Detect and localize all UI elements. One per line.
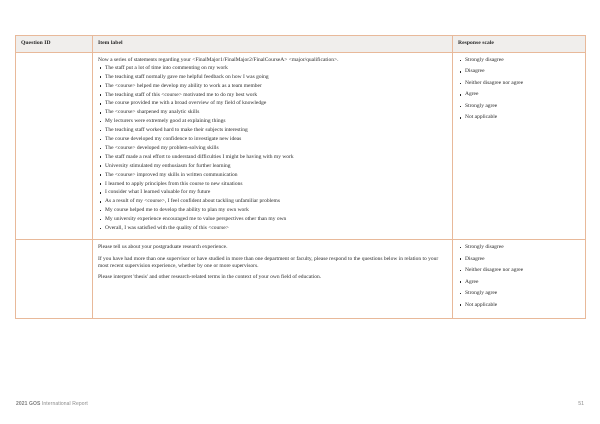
list-item: Not applicable xyxy=(458,302,580,308)
list-item: I learned to apply principles from this course to new situations xyxy=(98,181,447,187)
paragraph: Please interpret 'thesis' and other research-related terms in the context of your own field of education. xyxy=(98,274,322,281)
list-item: I consider what I learned valuable for my future xyxy=(98,189,447,195)
item-statement-list xyxy=(98,65,447,232)
list-item: Strongly agree xyxy=(458,290,580,296)
list-item: Agree xyxy=(458,91,580,97)
list-item: Strongly agree xyxy=(458,103,580,109)
list-item: Strongly disagree xyxy=(458,244,580,250)
list-item: The <course> developed my problem-solving skills xyxy=(98,145,447,151)
list-item: Disagree xyxy=(458,256,580,262)
list-item: Neither disagree nor agree xyxy=(458,267,580,273)
cell-response-scale xyxy=(453,52,586,239)
list-item: The course provided me with a broad overview of my field of knowledge xyxy=(98,100,447,106)
column-header-question-id: Question ID xyxy=(16,36,93,53)
cell-response-scale xyxy=(453,240,586,319)
response-scale-list xyxy=(458,57,580,121)
list-item: University stimulated my enthusiasm for further learning xyxy=(98,163,447,169)
cell-item-label xyxy=(93,52,453,239)
list-item: The <course> helped me develop my ability to work as a team member xyxy=(98,83,447,89)
cell-question-id xyxy=(16,52,93,239)
table-row xyxy=(16,240,586,319)
list-item: The teaching staff normally gave me helpful feedback on how I was going xyxy=(98,74,447,80)
survey-question-table xyxy=(15,35,586,319)
list-item: The staff put a lot of time into commenting on my work xyxy=(98,65,447,71)
item-paragraph-block xyxy=(98,244,447,282)
footer-report-year: 2021 GOS xyxy=(16,401,41,407)
list-item: My university experience encouraged me to value perspectives other than my own xyxy=(98,216,447,222)
response-scale-list xyxy=(458,244,580,308)
list-item: The staff made a real effort to understand difficulties I might be having with my work xyxy=(98,154,447,160)
list-item: Overall, I was satisfied with the quality of this <course> xyxy=(98,225,447,231)
list-item: My lecturers were extremely good at explaining things xyxy=(98,118,447,124)
page-footer xyxy=(16,398,584,410)
list-item: As a result of my <course>, I feel confident about tackling unfamiliar problems xyxy=(98,198,447,204)
paragraph: Please tell us about your postgraduate research experience. xyxy=(98,244,228,251)
cell-question-id xyxy=(16,240,93,319)
table-body xyxy=(16,52,586,318)
table-header-row xyxy=(16,36,586,53)
table-row xyxy=(16,52,586,239)
footer-report-title: International Report xyxy=(41,401,88,407)
column-header-item-label: Item label xyxy=(93,36,453,53)
list-item: The course developed my confidence to investigate new ideas xyxy=(98,136,447,142)
page-number: 51 xyxy=(578,401,584,407)
list-item: My course helped me to develop the ability to plan my own work xyxy=(98,207,447,213)
list-item: The <course> sharpened my analytic skills xyxy=(98,109,447,115)
list-item: Strongly disagree xyxy=(458,57,580,63)
list-item: The teaching staff worked hard to make their subjects interesting xyxy=(98,127,447,133)
cell-item-label xyxy=(93,240,453,319)
list-item: The teaching staff of this <course> motivated me to do my best work xyxy=(98,92,447,98)
footer-report-label xyxy=(16,401,88,407)
list-item: Disagree xyxy=(458,68,580,74)
column-header-response-scale: Response scale xyxy=(453,36,586,53)
list-item: Neither disagree nor agree xyxy=(458,80,580,86)
item-intro-text: Now a series of statements regarding your <FinalMajor1/FinalMajor2/FinalCourseA> <major/qualification>. xyxy=(98,56,339,63)
list-item: Agree xyxy=(458,279,580,285)
table-header xyxy=(16,36,586,53)
paragraph: If you have had more than one supervisor or have studied in more than one department or faculty, please respond to the questions below in relation to your most recent supervision experience, whether by one or more supervisors. xyxy=(98,255,439,269)
list-item: Not applicable xyxy=(458,114,580,120)
list-item: The <course> improved my skills in written communication xyxy=(98,172,447,178)
